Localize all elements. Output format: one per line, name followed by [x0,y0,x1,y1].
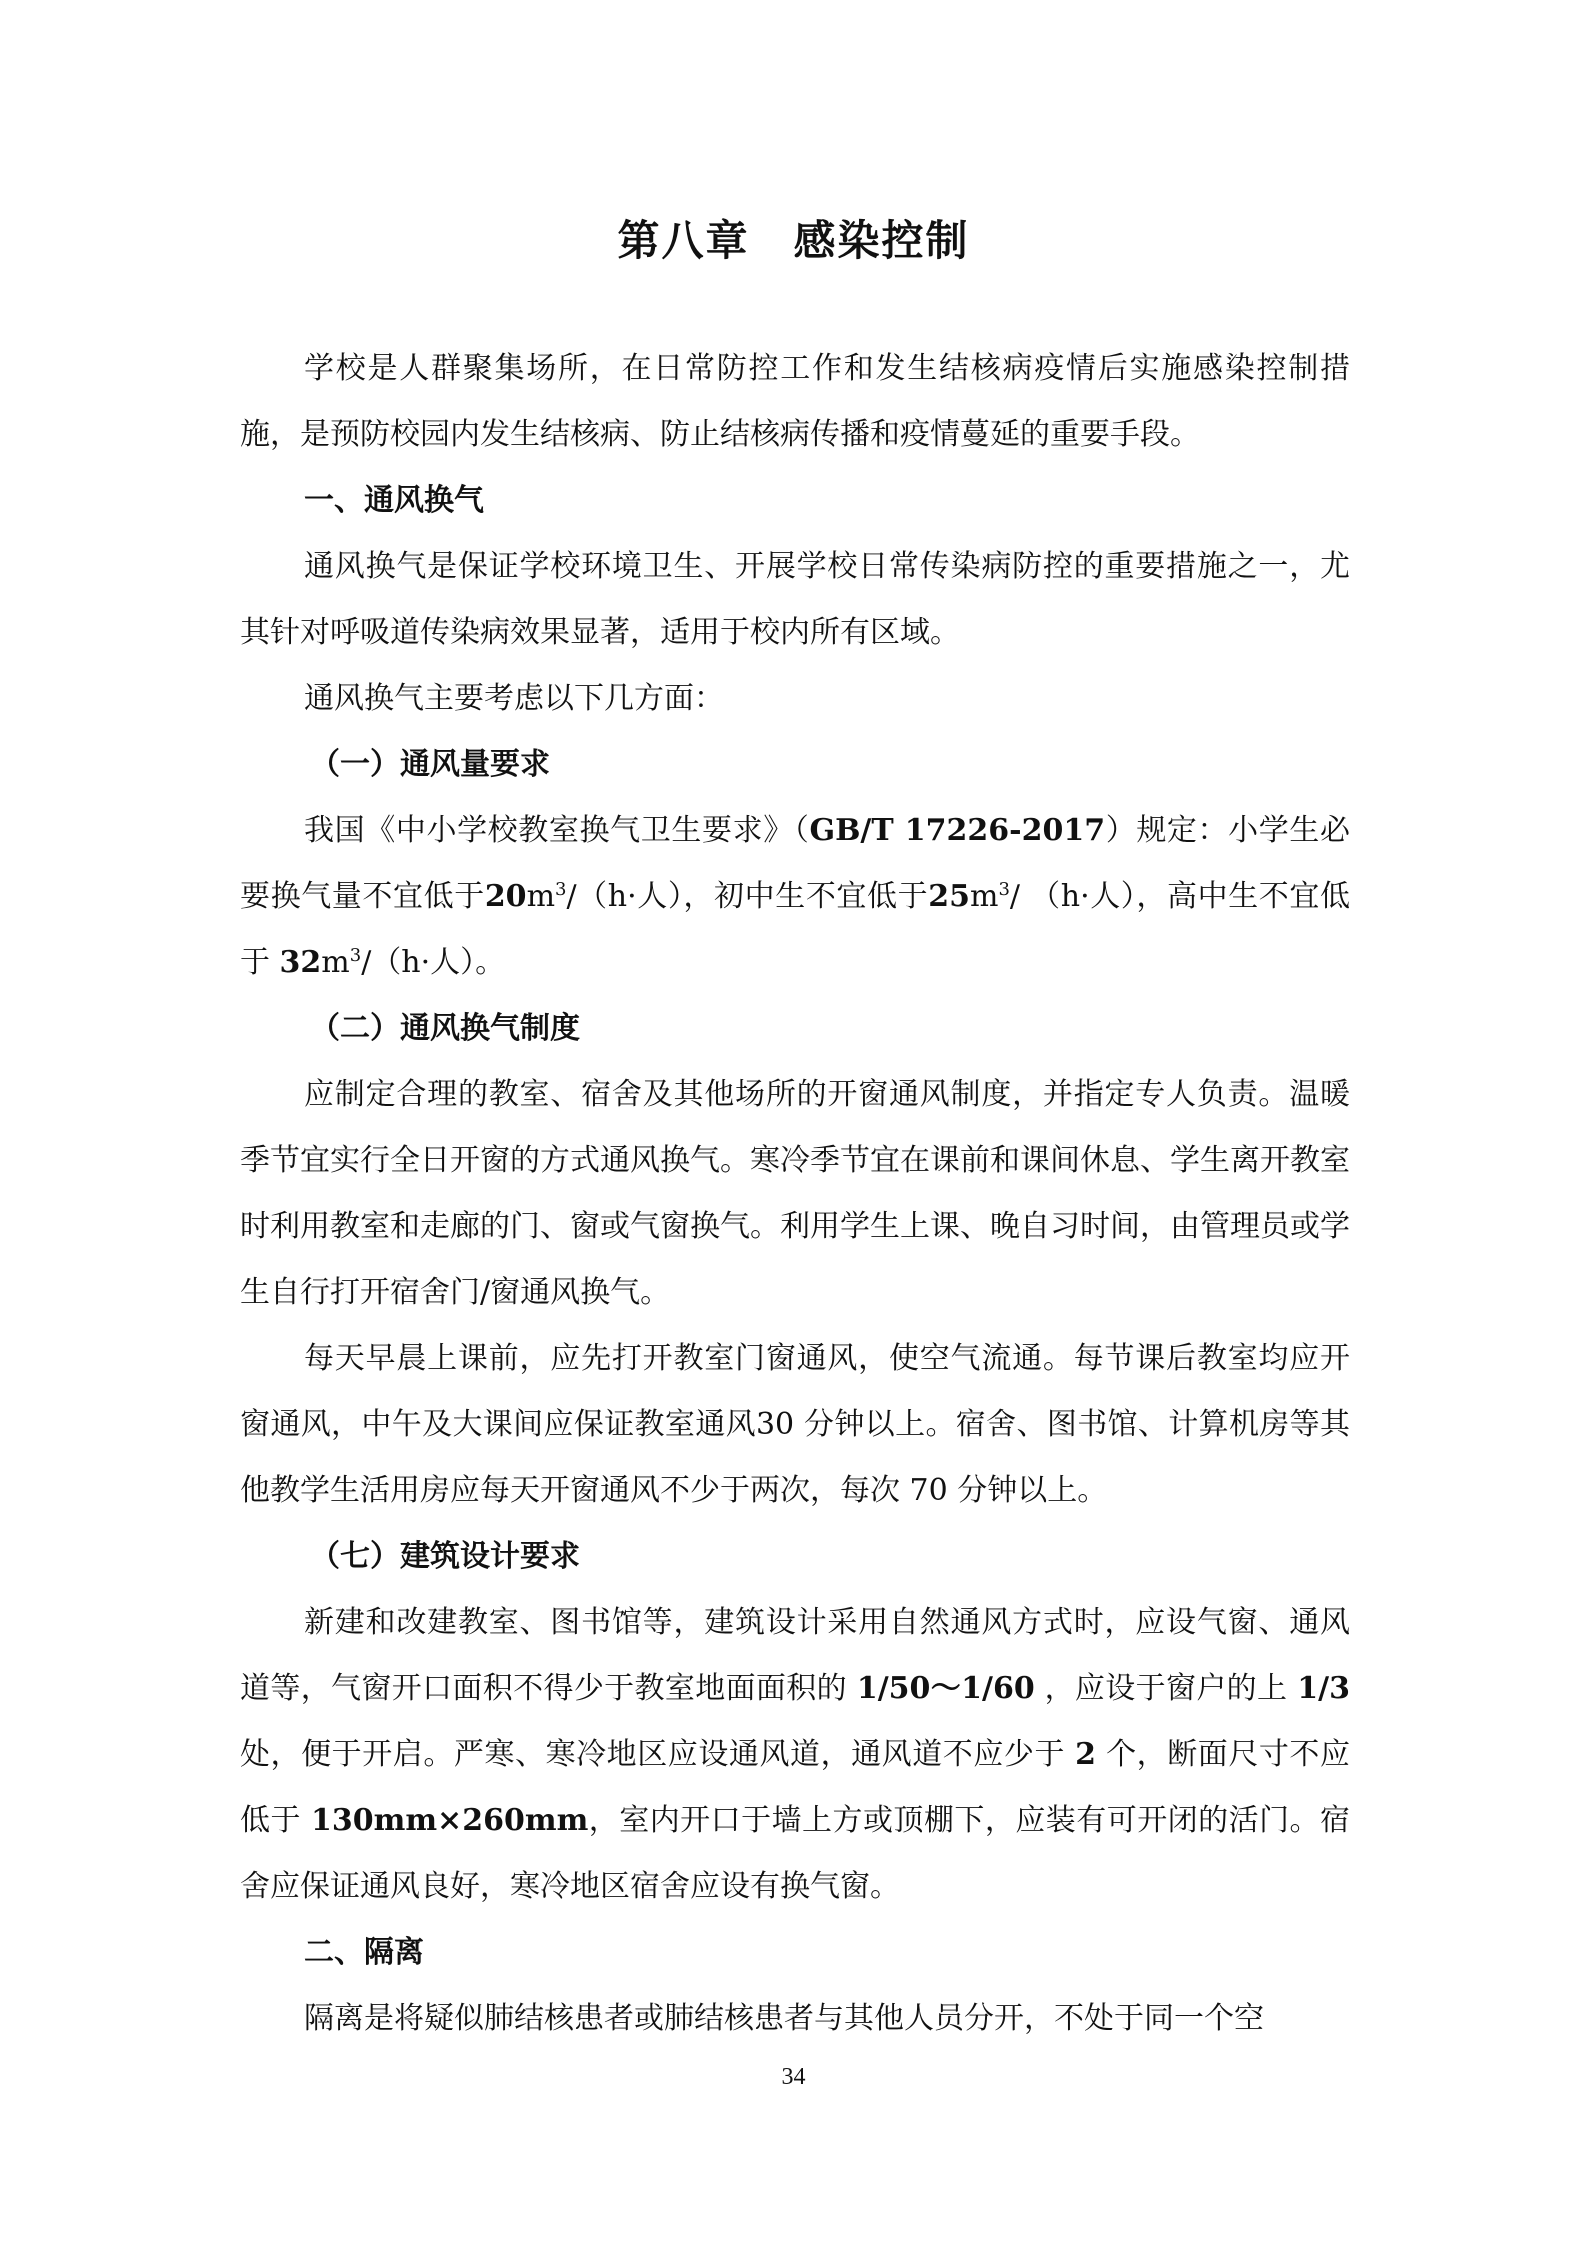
ventilation-paragraph-1: 通风换气是保证学校环境卫生、开展学校日常传染病防控的重要措施之一，尤其针对呼吸道传染病效果显著，适用于校内所有区域。 [240,549,1350,650]
unit: m [526,879,556,914]
text-run: 我国《中小学校教室换气卫生要求》（ [304,813,810,848]
unit: m [321,945,350,980]
duct-dimension: 130mm×260mm [310,1803,589,1838]
subsection-heading-volume: （一）通风量要求 [310,747,550,782]
ventilation-paragraph-2: 通风换气主要考虑以下几方面： [304,681,724,716]
junior-volume-value: 25 [928,879,970,914]
system-paragraph-2 [240,1326,1350,1524]
volume-paragraph [240,798,1350,996]
minutes-value: 70 [909,1473,948,1508]
document-body [240,336,1350,2052]
standard-code: GB/T 17226-2017 [809,813,1106,848]
text-run: 分钟以上。 [957,1473,1108,1508]
text-run: 处，便于开启。严寒、寒冷地区应设通风道，通风道不应少于 [240,1737,1076,1772]
text-run: ）规定：小学生必要换气量不宜低于 [240,813,1351,914]
unit: m [970,879,999,914]
superscript: 3 [349,945,362,966]
duct-count: 2 [1075,1737,1096,1772]
primary-volume-value: 20 [484,879,527,914]
text-run: 每天早晨上课前，应先打开教室门窗通风，使空气流通。每节课后教室均应开窗通风，中午及大课间应保证教室通风 [240,1341,1350,1442]
senior-volume-value: 32 [279,945,322,980]
text-run: 分钟以上。宿舍、图书馆、计算机房等其他教学生活用房应每天开窗通风不少于两次，每次 [240,1407,1351,1508]
text-run: /（h·人），初中生不宜低于 [566,879,929,914]
isolation-paragraph: 隔离是将疑似肺结核患者或肺结核患者与其他人员分开，不处于同一个空 [304,2001,1264,2036]
superscript: 3 [998,879,1010,900]
subsection-heading-design: （七）建筑设计要求 [310,1539,580,1574]
text-run: 个，断面尺寸不应低于 [240,1737,1350,1838]
text-run: ，室内开口于墙上方或顶棚下，应装有可开闭的活门。宿舍应保证通风良好，寒冷地区宿舍应设有换气窗。 [240,1803,1351,1904]
subsection-heading-system: （二）通风换气制度 [310,1011,580,1046]
text-run: 新建和改建教室、图书馆等，建筑设计采用自然通风方式时，应设气窗、通风道等，气窗开口面积不得少于教室地面面积的 [240,1605,1350,1706]
section-heading-ventilation: 一、通风换气 [304,483,484,518]
page-number: 34 [781,2064,806,2090]
chapter-title: 第八章 感染控制 [617,216,970,265]
design-paragraph [240,1590,1350,1920]
minutes-value: 30 [755,1407,795,1442]
text-run: /（h·人）。 [361,945,506,980]
text-run: ，应设于窗户的上 [1034,1671,1298,1706]
intro-paragraph: 学校是人群聚集场所，在日常防控工作和发生结核病疫情后实施感染控制措施，是预防校园内发生结核病、防止结核病传播和疫情蔓延的重要手段。 [240,351,1350,452]
section-heading-isolation: 二、隔离 [304,1935,424,1970]
window-position-ratio: 1/3 [1297,1671,1350,1706]
text-run: / （h·人），高中生不宜低于 [240,879,1351,980]
window-area-ratio: 1/50～1/60 [856,1671,1035,1706]
system-paragraph-1: 应制定合理的教室、宿舍及其他场所的开窗通风制度，并指定专人负责。温暖季节宜实行全日开窗的方式通风换气。寒冷季节宜在课前和课间休息、学生离开教室时利用教室和走廊的门、窗或气窗换气。利用学生上课、晚自习时间，由管理员或学生自行打开宿舍门/窗通风换气。 [240,1077,1350,1310]
superscript: 3 [555,879,567,900]
